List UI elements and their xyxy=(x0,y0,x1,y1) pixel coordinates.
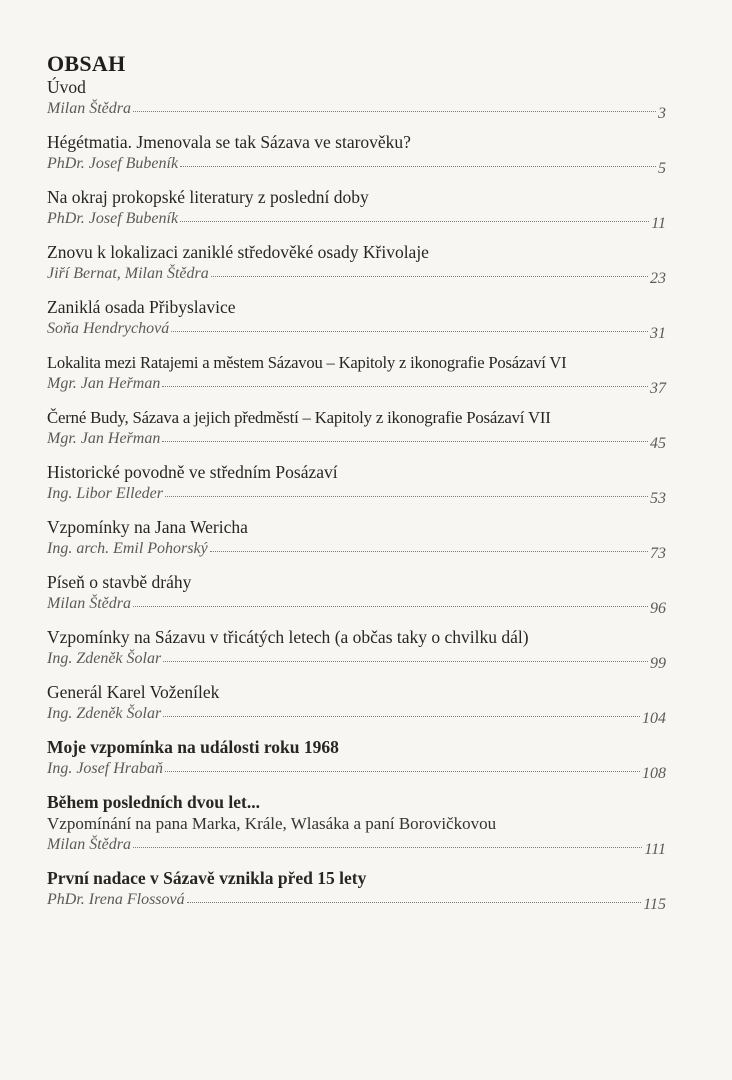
entry-author: PhDr. Josef Bubeník xyxy=(47,155,179,172)
toc-entry xyxy=(47,517,666,562)
entry-page-number: 11 xyxy=(651,215,666,232)
dot-leader xyxy=(163,661,648,662)
entry-author: Milan Štědra xyxy=(47,595,131,612)
entry-author-line xyxy=(47,373,666,397)
entry-title: Píseň o stavbě dráhy xyxy=(47,572,192,592)
entry-author-line xyxy=(47,153,666,177)
entry-author: PhDr. Irena Flossová xyxy=(47,891,185,908)
entry-page-number: 104 xyxy=(642,710,666,727)
entry-author: Milan Štědra xyxy=(47,100,131,117)
entry-title: Generál Karel Voženílek xyxy=(47,682,220,702)
entry-title: Úvod xyxy=(47,77,86,97)
entry-page-number: 5 xyxy=(658,160,666,177)
entry-author: Ing. arch. Emil Pohorský xyxy=(47,540,208,557)
dot-leader xyxy=(162,441,648,442)
entry-title: Černé Budy, Sázava a jejich předměstí – Kapitoly z ikonografie Posázaví VII xyxy=(47,408,551,427)
entry-title-parenthetical: (a občas taky o chvilku dál) xyxy=(334,627,529,647)
toc-entry xyxy=(47,462,666,507)
entry-author-line xyxy=(47,538,666,562)
entry-author: Jiří Bernat, Milan Štědra xyxy=(47,265,209,282)
entry-author: Mgr. Jan Heřman xyxy=(47,375,161,392)
dot-leader xyxy=(165,771,640,772)
entry-author: Ing. Libor Elleder xyxy=(47,485,163,502)
entry-author-line xyxy=(47,208,666,232)
dot-leader xyxy=(133,847,642,848)
entry-subtitle: Vzpomínání na pana Marka, Krále, Wlasáka a paní Borovičkovou xyxy=(47,814,497,833)
entry-author-line xyxy=(47,889,666,913)
toc-entry xyxy=(47,792,666,858)
dot-leader xyxy=(171,331,648,332)
entry-title: Hégétmatia. Jmenovala se tak Sázava ve starověku? xyxy=(47,132,411,152)
dot-leader xyxy=(165,496,648,497)
toc-entry xyxy=(47,407,666,452)
entry-page-number: 53 xyxy=(650,490,666,507)
entry-page-number: 108 xyxy=(642,765,666,782)
entry-title: Zaniklá osada Přibyslavice xyxy=(47,297,236,317)
toc-heading: OBSAH xyxy=(47,51,126,76)
dot-leader xyxy=(133,111,656,112)
entry-author-line xyxy=(47,483,666,507)
entry-title: Historické povodně ve středním Posázaví xyxy=(47,462,338,482)
entry-author-line xyxy=(47,318,666,342)
table-of-contents xyxy=(47,51,666,913)
entry-title: Vzpomínky na Jana Wericha xyxy=(47,517,248,537)
entry-page-number: 115 xyxy=(643,896,666,913)
entry-author-line xyxy=(47,834,666,858)
dot-leader xyxy=(133,606,648,607)
toc-entry xyxy=(47,572,666,617)
toc-entry xyxy=(47,77,666,122)
toc-entry xyxy=(47,352,666,397)
dot-leader xyxy=(163,716,640,717)
entry-author-line xyxy=(47,648,666,672)
entry-title: Znovu k lokalizaci zaniklé středověké osady Křivolaje xyxy=(47,242,429,262)
toc-entry xyxy=(47,187,666,232)
entry-title: Během posledních dvou let... xyxy=(47,792,260,812)
entry-author-line xyxy=(47,263,666,287)
toc-entry xyxy=(47,242,666,287)
entry-author: Soňa Hendrychová xyxy=(47,320,170,337)
toc-entry xyxy=(47,868,666,913)
dot-leader xyxy=(211,276,648,277)
entry-page-number: 23 xyxy=(650,270,666,287)
dot-leader xyxy=(180,166,656,167)
entry-title: První nadace v Sázavě vznikla před 15 lety xyxy=(47,868,367,888)
entry-page-number: 45 xyxy=(650,435,666,452)
dot-leader xyxy=(187,902,642,903)
dot-leader xyxy=(180,221,649,222)
toc-entry xyxy=(47,737,666,782)
entry-author: PhDr. Josef Bubeník xyxy=(47,210,179,227)
entry-page-number: 3 xyxy=(658,105,666,122)
dot-leader xyxy=(162,386,648,387)
entry-author-line xyxy=(47,703,666,727)
entry-author: Ing. Zdeněk Šolar xyxy=(47,650,162,667)
toc-entry xyxy=(47,682,666,727)
entry-author: Mgr. Jan Heřman xyxy=(47,430,161,447)
entry-title-main: Vzpomínky na Sázavu v třicátých letech xyxy=(47,627,331,647)
entry-author-line xyxy=(47,758,666,782)
entry-title xyxy=(47,627,666,648)
entry-page-number: 73 xyxy=(650,545,666,562)
entry-page-number: 37 xyxy=(650,380,666,397)
toc-entry xyxy=(47,132,666,177)
dot-leader xyxy=(210,551,648,552)
entry-author: Ing. Josef Hrabaň xyxy=(47,760,163,777)
entry-title: Lokalita mezi Ratajemi a městem Sázavou – Kapitoly z ikonografie Posázaví VI xyxy=(47,353,567,372)
entry-author-line xyxy=(47,98,666,122)
entry-title: Na okraj prokopské literatury z poslední doby xyxy=(47,187,369,207)
entry-author-line xyxy=(47,428,666,452)
entry-page-number: 111 xyxy=(644,841,666,858)
entry-page-number: 96 xyxy=(650,600,666,617)
entry-page-number: 99 xyxy=(650,655,666,672)
toc-entry xyxy=(47,627,666,672)
entry-page-number: 31 xyxy=(650,325,666,342)
entry-title: Moje vzpomínka na události roku 1968 xyxy=(47,737,339,757)
entry-author: Milan Štědra xyxy=(47,836,131,853)
entry-author-line xyxy=(47,593,666,617)
toc-entry xyxy=(47,297,666,342)
entry-author: Ing. Zdeněk Šolar xyxy=(47,705,162,722)
